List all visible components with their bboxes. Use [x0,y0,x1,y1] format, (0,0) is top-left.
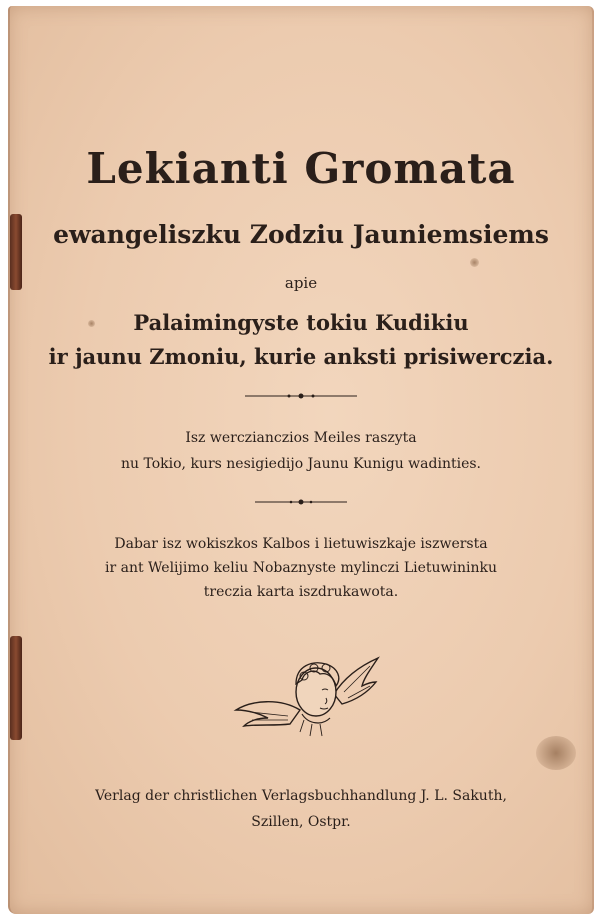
book-title: Lekianti Gromata [86,144,516,193]
publisher-line-2: Szillen, Ostpr. [251,814,351,830]
book-cover [8,6,594,914]
translation-line-3: treczia karta iszdrukawota. [203,584,399,600]
translation-line-2: ir ant Welijimo keliu Nobaznyste mylinczi Lietuwininku [104,560,498,576]
ornamental-divider [8,390,594,402]
origin-line-2: nu Tokio, kurs nesigiedijo Jaunu Kunigu wadinties. [121,456,481,472]
binding-staple-bottom [10,636,22,740]
topic-line-1: Palaimingyste tokiu Kudikiu [133,310,469,335]
translation-line-1: Dabar isz wokiszkos Kalbos i lietuwiszkaje iszwersta [114,536,488,552]
paper-stain [536,736,576,770]
cherub-illustration [230,648,380,744]
ink-spot [470,258,479,267]
book-subtitle: ewangeliszku Zodziu Jauniemsiems [53,220,549,249]
origin-line-1: Isz werczianczios Meiles raszyta [185,430,417,446]
ornamental-divider [8,496,594,508]
topic-line-2: ir jaunu Zmoniu, kurie anksti prisiwerczia. [48,344,554,369]
connector-word: apie [284,274,318,292]
publisher-line-1: Verlag der christlichen Verlagsbuchhandlung J. L. Sakuth, [95,788,507,804]
